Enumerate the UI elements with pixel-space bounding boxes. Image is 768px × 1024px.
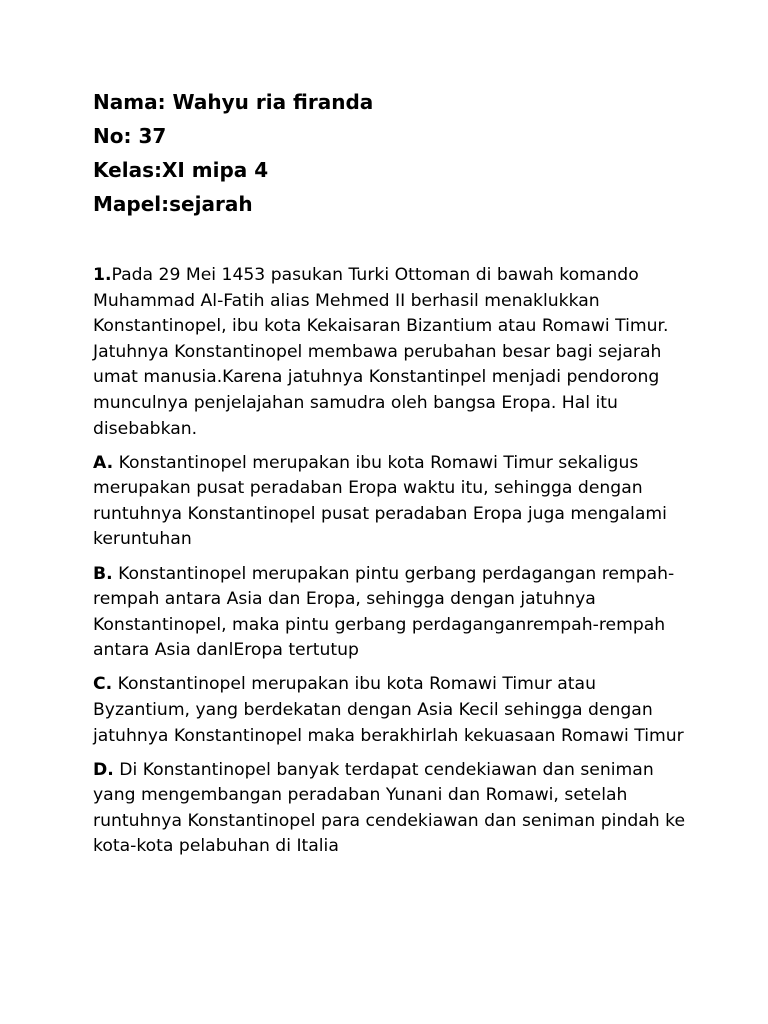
question-number: 1. (93, 265, 112, 285)
option-d-label: D. (93, 759, 114, 780)
subject-line: Mapel:sejarah (93, 192, 253, 216)
option-line (93, 562, 688, 588)
document-body (93, 263, 688, 860)
option-d-paragraph (93, 758, 688, 860)
option-c-paragraph (93, 672, 688, 749)
option-line: Byzantium, yang berdekatan dengan Asia Kecil sehingga dengan (93, 700, 653, 720)
option-c-label: C. (93, 674, 113, 695)
option-a-paragraph (93, 451, 688, 553)
option-line: runtuhnya Konstantinopel para cendekiawan dan seniman pindah ke (93, 810, 686, 831)
option-text: Konstantinopel merupakan pintu gerbang perdagangan rempah- (112, 563, 675, 584)
question-line: Jatuhnya Konstantinopel membawa perubahan besar bagi sejarah (93, 341, 662, 362)
option-line: kota-kota pelabuhan di Italia (93, 836, 339, 857)
option-line: antara Asia danlEropa tertutup (93, 640, 359, 661)
question-text: Pada 29 Mei 1453 pasukan Turki Ottoman di bawah komando (111, 265, 639, 285)
option-line: jatuhnya Konstantinopel maka berakhirlah kekuasaan Romawi Timur (93, 725, 684, 746)
option-line (93, 451, 688, 477)
question-line: Konstantinopel, ibu kota Kekaisaran Bizantium atau Romawi Timur. (93, 316, 669, 337)
option-line: merupakan pusat peradaban Eropa waktu itu, sehingga dengan (93, 478, 643, 499)
question-line: Muhammad Al-Fatih alias Mehmed II berhasil menaklukkan (93, 290, 600, 311)
option-line (93, 672, 688, 698)
option-line: keruntuhan (93, 529, 192, 550)
question-line: munculnya penjelajahan samudra oleh bangsa Eropa. Hal itu (93, 392, 618, 413)
student-number-line: No: 37 (93, 124, 167, 148)
question-line: umat manusia.Karena jatuhnya Konstantinpel menjadi pendorong (93, 367, 660, 388)
option-line (93, 758, 688, 784)
question-paragraph (93, 263, 688, 442)
option-text: Di Konstantinopel banyak terdapat cendekiawan dan seniman (113, 759, 654, 780)
option-text: Konstantinopel merupakan ibu kota Romawi Timur sekaligus (113, 452, 639, 473)
question-line: disebabkan. (93, 418, 198, 439)
option-line: Konstantinopel, maka pintu gerbang perdaganganrempah-rempah (93, 614, 666, 635)
option-line: yang mengembangan peradaban Yunani dan Romawi, setelah (93, 785, 628, 806)
question-line (93, 263, 688, 289)
option-b-paragraph (93, 562, 688, 664)
student-class-line: Kelas:XI mipa 4 (93, 158, 269, 182)
option-text: Konstantinopel merupakan ibu kota Romawi Timur atau (112, 674, 596, 695)
student-info-header (93, 85, 688, 221)
option-b-label: B. (93, 563, 113, 584)
option-a-label: A. (93, 452, 114, 473)
student-name-line: Nama: Wahyu ria firanda (93, 90, 374, 114)
option-line: runtuhnya Konstantinopel pusat peradaban Eropa juga mengalami (93, 503, 667, 524)
option-line: rempah antara Asia dan Eropa, sehingga dengan jatuhnya (93, 589, 596, 610)
